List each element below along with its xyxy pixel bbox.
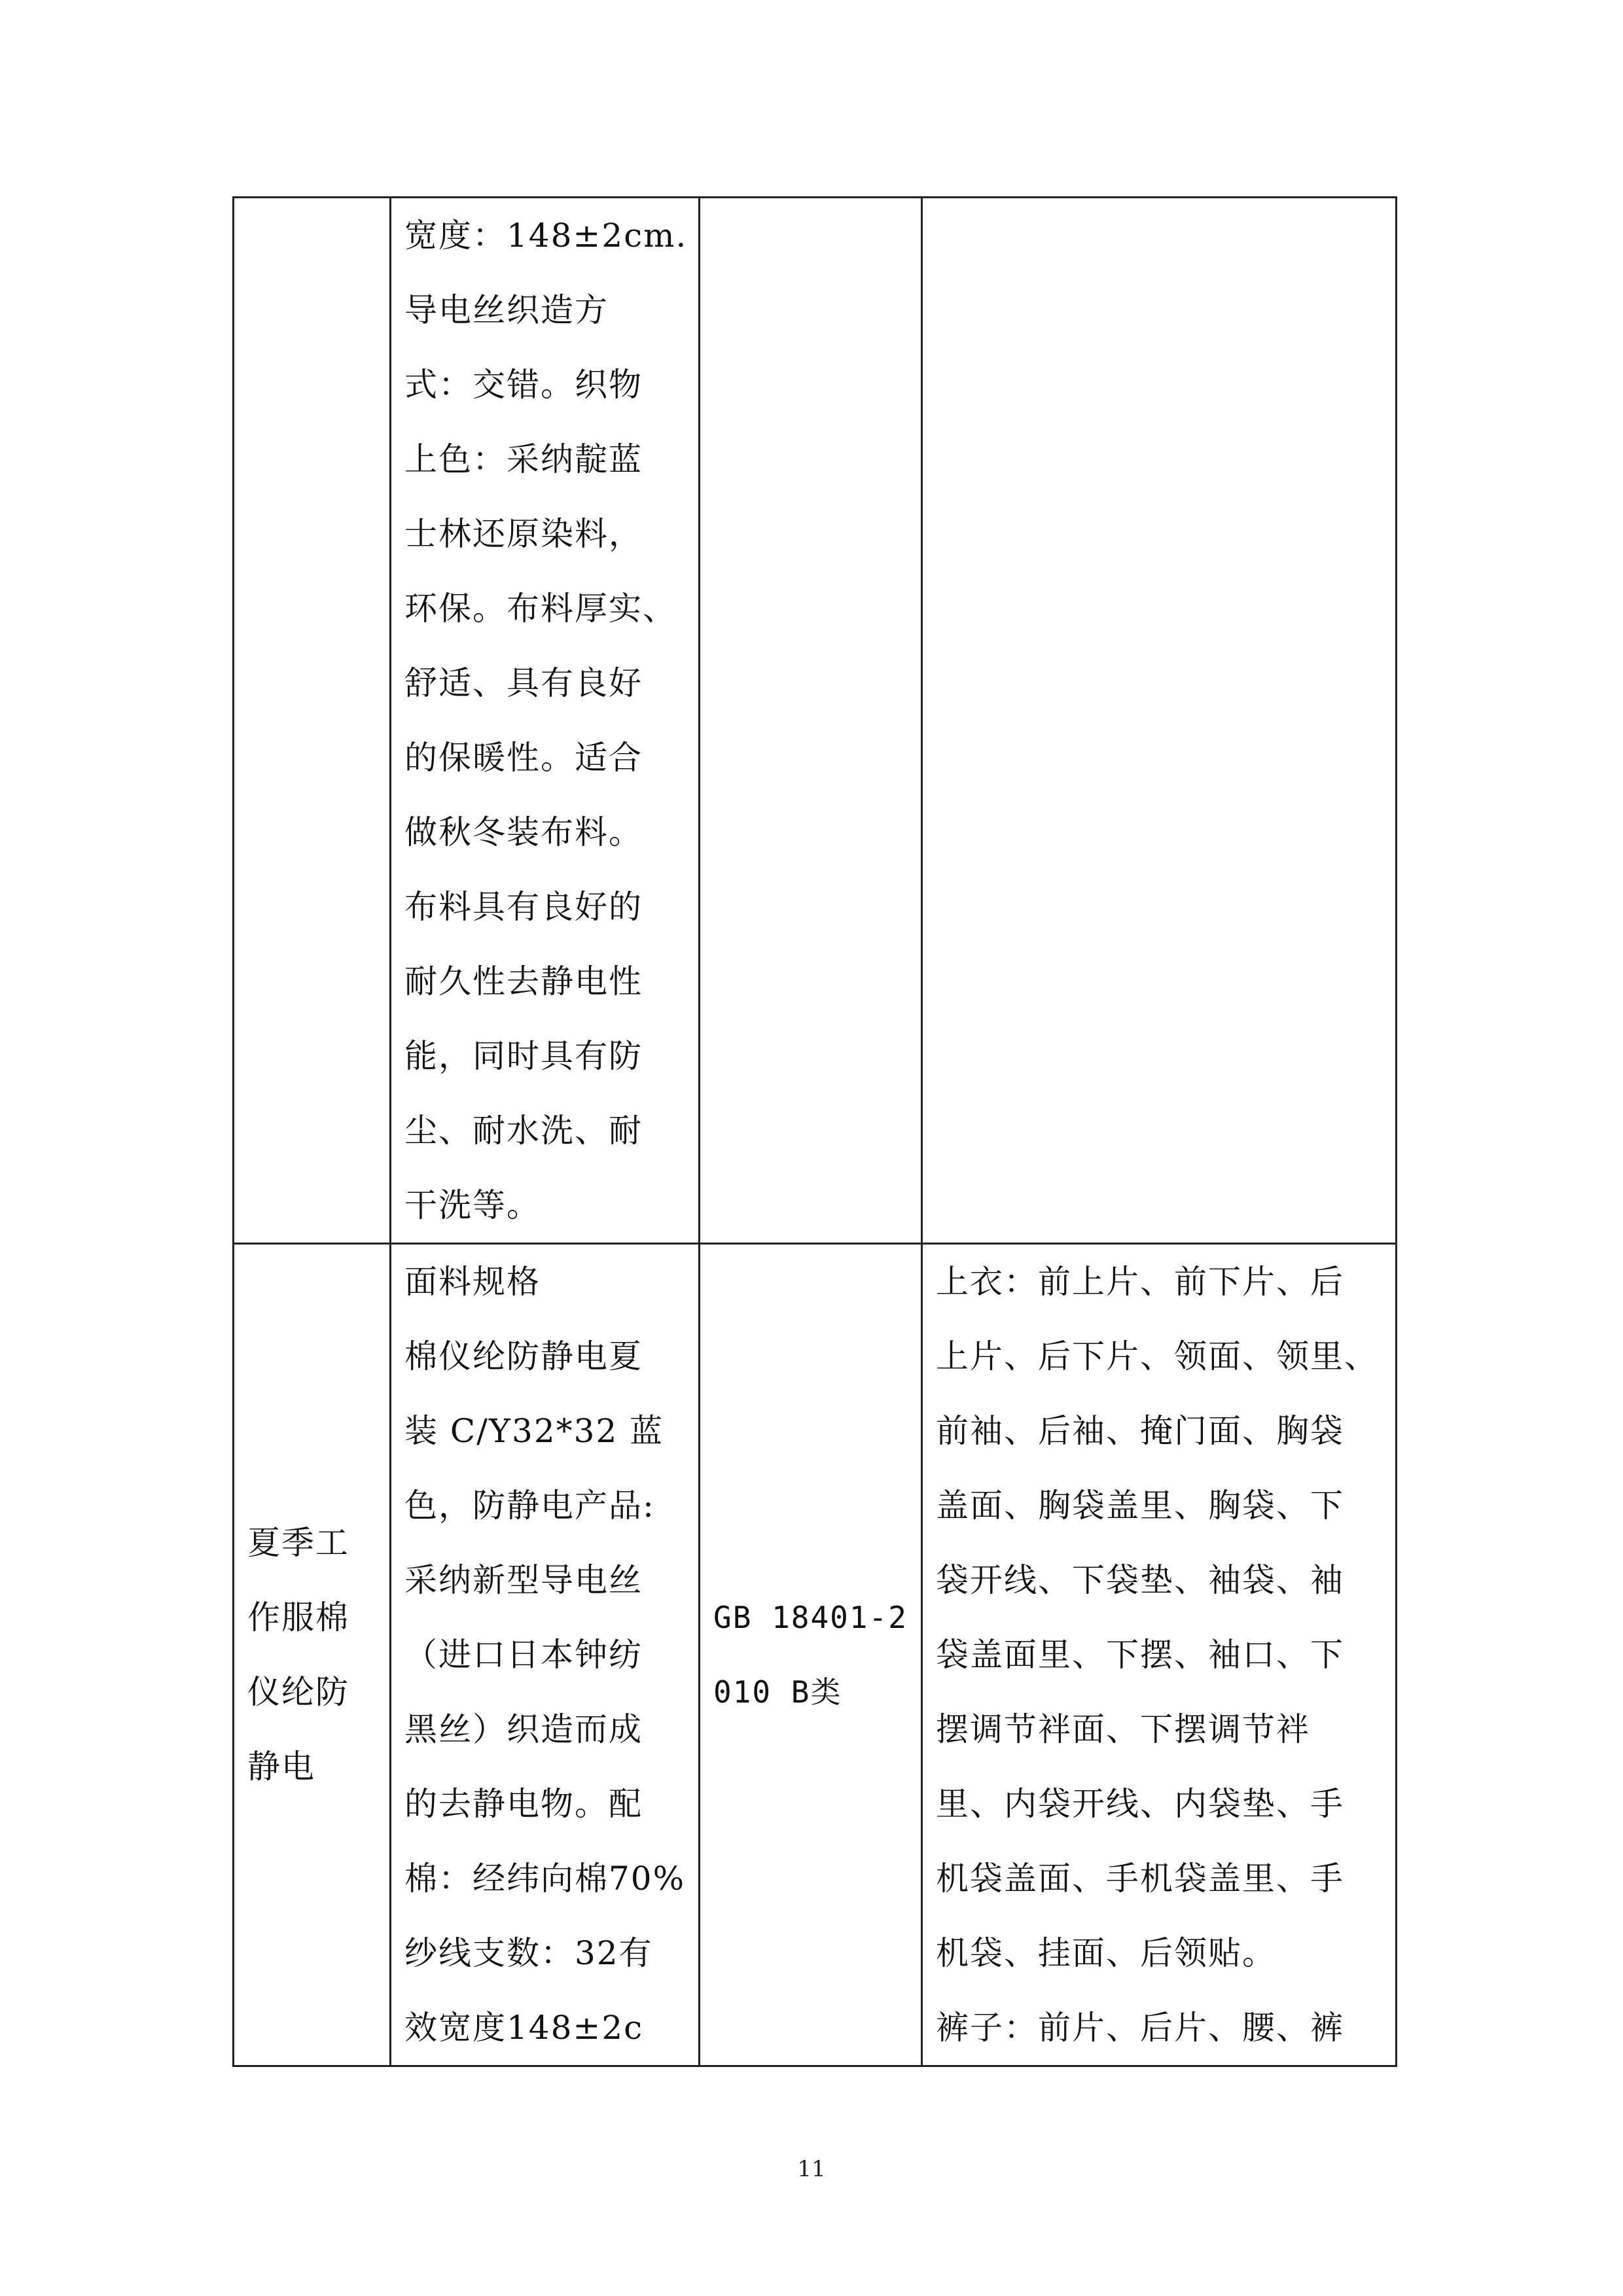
text-line: 黑丝）织造而成 — [404, 1710, 643, 1748]
garment-parts-text — [923, 1245, 1395, 2065]
text-line: 士林还原染料， — [404, 515, 643, 553]
page-number: 11 — [797, 2156, 826, 2182]
text-line: 装 C/Y32*32 蓝 — [404, 1412, 664, 1450]
text-line: 夏季工 — [247, 1524, 349, 1562]
text-line: 作服棉 — [247, 1598, 349, 1636]
text-line: 式：交错。织物 — [404, 366, 643, 404]
text-line: 上片、后下片、领面、领里、 — [936, 1337, 1378, 1375]
text-line: 静电 — [247, 1748, 315, 1786]
text-line: 采纳新型导电丝 — [404, 1561, 643, 1599]
text-line: 宽度：148±2cm. — [404, 217, 688, 255]
text-line: 纱线支数：32有 — [404, 1934, 653, 1972]
text-line: 010 B类 — [713, 1674, 842, 1710]
text-line: 棉仪纶防静电夏 — [404, 1337, 643, 1375]
text-line: 裤子：前片、后片、腰、裤 — [936, 2009, 1344, 2047]
text-line: 导电丝织造方 — [404, 291, 609, 329]
text-line: 袋开线、下袋垫、袖袋、袖 — [936, 1561, 1344, 1599]
fabric-spec-text — [391, 198, 698, 1243]
text-line: 棉：经纬向棉70% — [404, 1860, 686, 1898]
text-line: 舒适、具有良好 — [404, 664, 643, 702]
text-line: 效宽度148±2c — [404, 2009, 644, 2047]
row1-col1-cell — [234, 198, 391, 1244]
text-line: 耐久性去静电性 — [404, 963, 643, 1000]
text-line: 袋盖面里、下摆、袖口、下 — [936, 1636, 1344, 1674]
text-line: 的去静电物。配 — [404, 1785, 643, 1823]
text-line: 干洗等。 — [404, 1186, 541, 1224]
text-line: 机袋、挂面、后领贴。 — [936, 1934, 1276, 1972]
text-line: 做秋冬装布料。 — [404, 813, 643, 851]
text-line: 的保暖性。适合 — [404, 739, 643, 777]
text-line: 机袋盖面、手机袋盖里、手 — [936, 1860, 1344, 1898]
text-line: 上衣：前上片、前下片、后 — [936, 1263, 1344, 1301]
text-line: 仪纶防 — [247, 1673, 349, 1711]
text-line: 尘、耐水洗、耐 — [404, 1112, 643, 1150]
text-line: 能，同时具有防 — [404, 1037, 643, 1075]
text-line: 色，防静电产品: — [404, 1487, 655, 1525]
table-row — [234, 1244, 1397, 2066]
text-line: 盖面、胸袋盖里、胸袋、下 — [936, 1487, 1344, 1525]
product-name-text — [234, 1506, 389, 1804]
text-line: 摆调节袢面、下摆调节袢 — [936, 1710, 1310, 1748]
text-line: GB 18401-2 — [713, 1600, 908, 1635]
text-line: 上色：采纳靛蓝 — [404, 440, 643, 478]
text-line: 环保。布料厚实、 — [404, 590, 677, 627]
text-line: 里、内袋开线、内袋垫、手 — [936, 1785, 1344, 1823]
row2-col2-cell — [391, 1244, 700, 2066]
row1-col3-cell — [700, 198, 922, 1244]
text-line: 前袖、后袖、掩门面、胸袋 — [936, 1412, 1344, 1450]
row2-col3-cell — [700, 1244, 922, 2066]
row2-col4-cell — [922, 1244, 1397, 2066]
fabric-spec-text — [391, 1245, 698, 2065]
row1-col4-cell — [922, 198, 1397, 1244]
table-row — [234, 198, 1397, 1244]
row2-col1-cell — [234, 1244, 391, 2066]
text-line: 布料具有良好的 — [404, 888, 643, 926]
row1-col2-cell — [391, 198, 700, 1244]
text-line: （进口日本钟纺 — [404, 1636, 643, 1674]
standard-text — [700, 1580, 921, 1729]
spec-table — [232, 196, 1397, 2067]
text-line: 面料规格 — [404, 1263, 541, 1301]
